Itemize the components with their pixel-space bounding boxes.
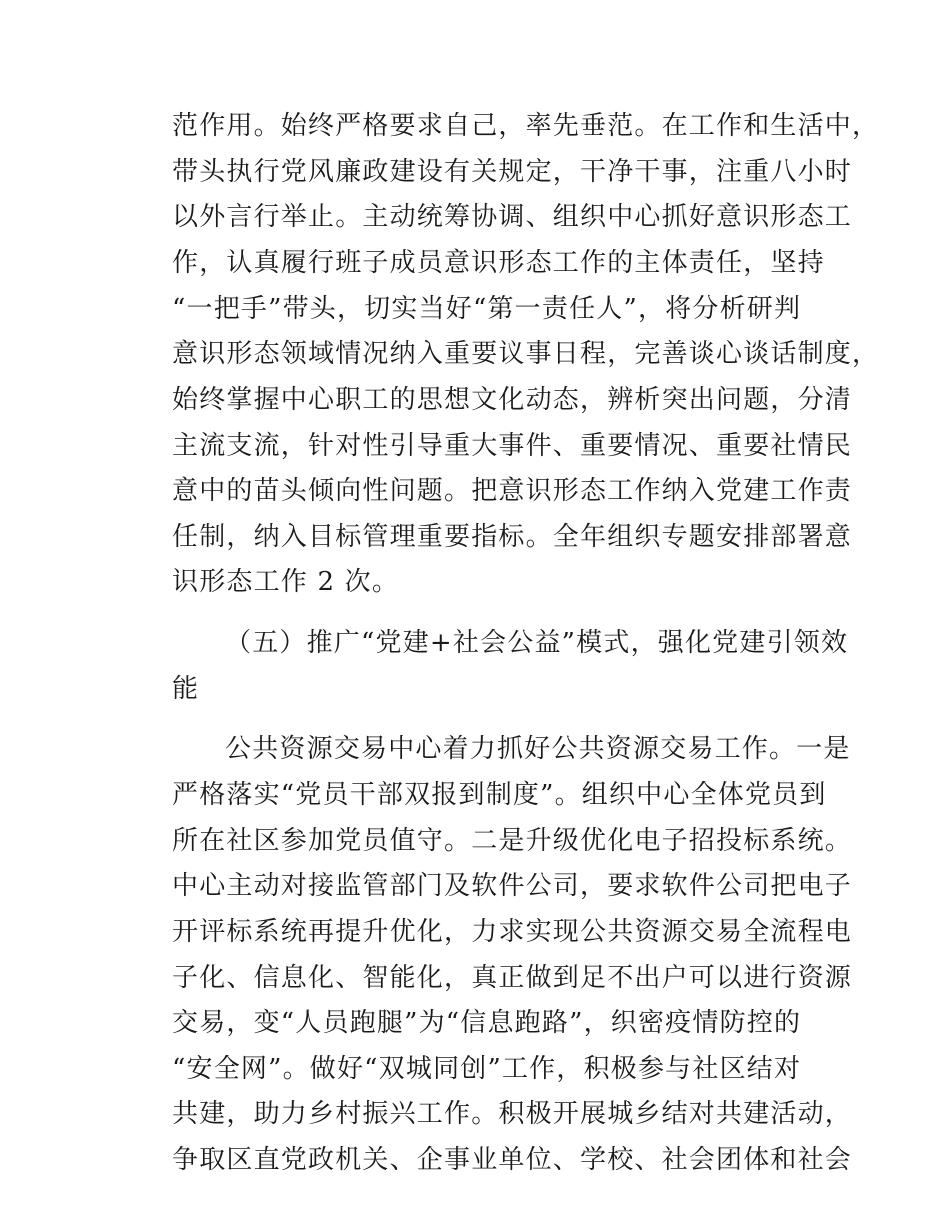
paragraph-1-line: 任制，纳入目标管理重要指标。全年组织专题安排部署意	[172, 522, 853, 552]
paragraph-2-line: 开评标系统再提升优化，力求实现公共资源交易全流程电	[172, 917, 853, 947]
paragraph-2-line: 所在社区参加党员值守。二是升级优化电子招投标系统。	[172, 826, 853, 856]
paragraph-1-line: 始终掌握中心职工的思想文化动态，辨析突出问题，分清	[172, 385, 853, 415]
paragraph-1-line: 范作用。始终严格要求自己，率先垂范。在工作和生活中，	[172, 111, 880, 141]
paragraph-1-line: 意识形态领域情况纳入重要议事日程，完善谈心谈话制度，	[172, 339, 880, 369]
paragraph-2-line: 中心主动对接监管部门及软件公司，要求软件公司把电子	[172, 871, 853, 901]
paragraph-2-line: 子化、信息化、智能化，真正做到足不出户可以进行资源	[172, 963, 853, 993]
paragraph-2-line: “安全网”。做好“双城同创”工作，积极参与社区结对	[172, 1054, 802, 1084]
paragraph-1-line: 主流支流，针对性引导重大事件、重要情况、重要社情民	[172, 431, 853, 461]
paragraph-1-line: 识形态工作 2 次。	[172, 567, 400, 597]
section-heading-line: 能	[172, 674, 200, 704]
paragraph-1-line: 带头执行党风廉政建设有关规定，干净干事，注重八小时	[172, 157, 853, 187]
paragraph-2-line: 严格落实“党员干部双报到制度”。组织中心全体党员到	[172, 780, 827, 810]
paragraph-1-line: 作，认真履行班子成员意识形态工作的主体责任，坚持	[172, 248, 825, 278]
section-heading-line: （五）推广“党建+社会公益”模式，强化党建引领效	[225, 628, 849, 658]
paragraph-1-line: 意中的苗头倾向性问题。把意识形态工作纳入党建工作责	[172, 476, 853, 506]
paragraph-1-line: 以外言行举止。主动统筹协调、组织中心抓好意识形态工	[172, 202, 853, 232]
paragraph-2-line: 共建，助力乡村振兴工作。积极开展城乡结对共建活动，	[172, 1099, 853, 1129]
paragraph-2-line: 公共资源交易中心着力抓好公共资源交易工作。一是	[225, 734, 851, 764]
paragraph-1-line: “一把手”带头，切实当好“第一责任人”，将分析研判	[172, 294, 802, 324]
paragraph-2-line: 交易，变“人员跑腿”为“信息跑路”，织密疫情防控的	[172, 1008, 802, 1038]
paragraph-2-line: 争取区直党政机关、企事业单位、学校、社会团体和社会	[172, 1145, 853, 1175]
